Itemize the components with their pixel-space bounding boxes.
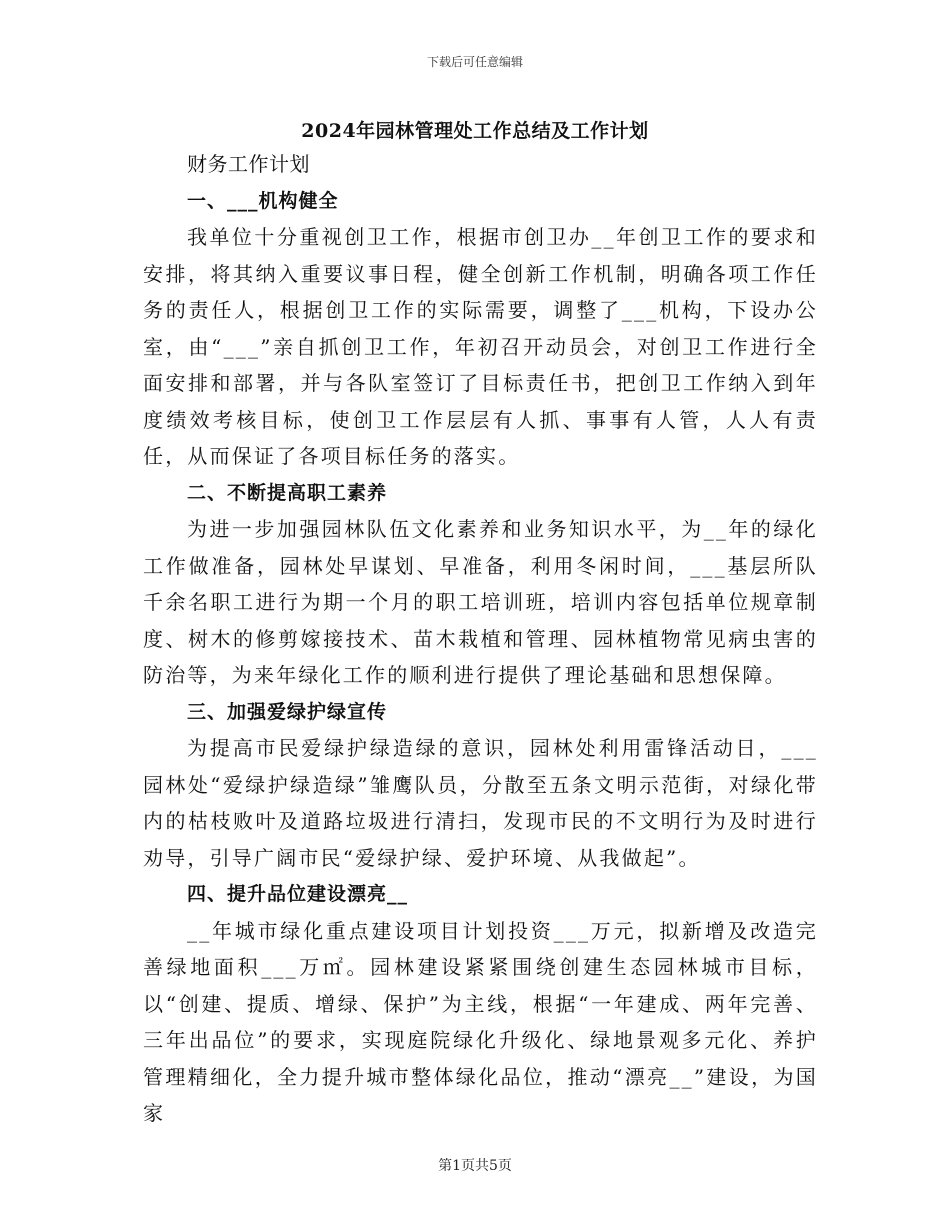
header-note: 下载后可任意编辑 (426, 55, 523, 69)
section-paragraph-3: 为提高市民爱绿护绿造绿的意识，园林处利用雷锋活动日，___园林处“爱绿护绿造绿”雏鹰队员，分散至五条文明示范街，对绿化带内的枯枝败叶及道路垃圾进行清扫，发现市民的不文明行为及时进行劝导，引导广阔市民“爱绿护绿、爱护环境、从我做起”。 (143, 736, 818, 870)
section-heading-1: 一、___机构健全 (187, 189, 339, 212)
section-paragraph-1: 我单位十分重视创卫工作，根据市创卫办__年创卫工作的要求和安排，将其纳入重要议事日程，健全创新工作机制，明确各项工作任务的责任人，根据创卫工作的实际需要，调整了___机构，下设办公室，由“___”亲自抓创卫工作，年初召开动员会，对创卫工作进行全面安排和部署，并与各队室签订了目标责任书，把创卫工作纳入到年度绩效考核目标，使创卫工作层层有人抓、事事有人管，人人有责任，从而保证了各项目标任务的落实。 (143, 225, 818, 468)
section-paragraph-2: 为进一步加强园林队伍文化素养和业务知识水平，为__年的绿化工作做准备，园林处早谋划、早准备，利用冬闲时间，___基层所队千余名职工进行为期一个月的职工培训班，培训内容包括单位规章制度、树木的修剪嫁接技术、苗木栽植和管理、园林植物常见病虫害的防治等，为来年绿化工作的顺利进行提供了理论基础和思想保障。 (143, 517, 818, 687)
section-heading-4: 四、提升品位建设漂亮__ (187, 883, 409, 905)
document-body (143, 146, 818, 1132)
section-paragraph-4: __年城市绿化重点建设项目计划投资___万元，拟新增及改造完善绿地面积___万㎡。园林建设紧紧围绕创建生态园林城市目标，以“创建、提质、增绿、保护”为主线，根据“一年建成、两年完善、三年出品位”的要求，实现庭院绿化升级化、绿地景观多元化、养护管理精细化，全力提升城市整体绿化品位，推动“漂亮__”建设，为国家 (143, 918, 818, 1125)
subtitle: 财务工作计划 (187, 152, 310, 176)
page-footer: 第1页共5页 (438, 1158, 512, 1174)
document-title: 2024年园林管理处工作总结及工作计划 (301, 120, 649, 142)
section-heading-2: 二、不断提高职工素养 (187, 481, 388, 504)
section-heading-3: 三、加强爱绿护绿宣传 (187, 700, 388, 723)
